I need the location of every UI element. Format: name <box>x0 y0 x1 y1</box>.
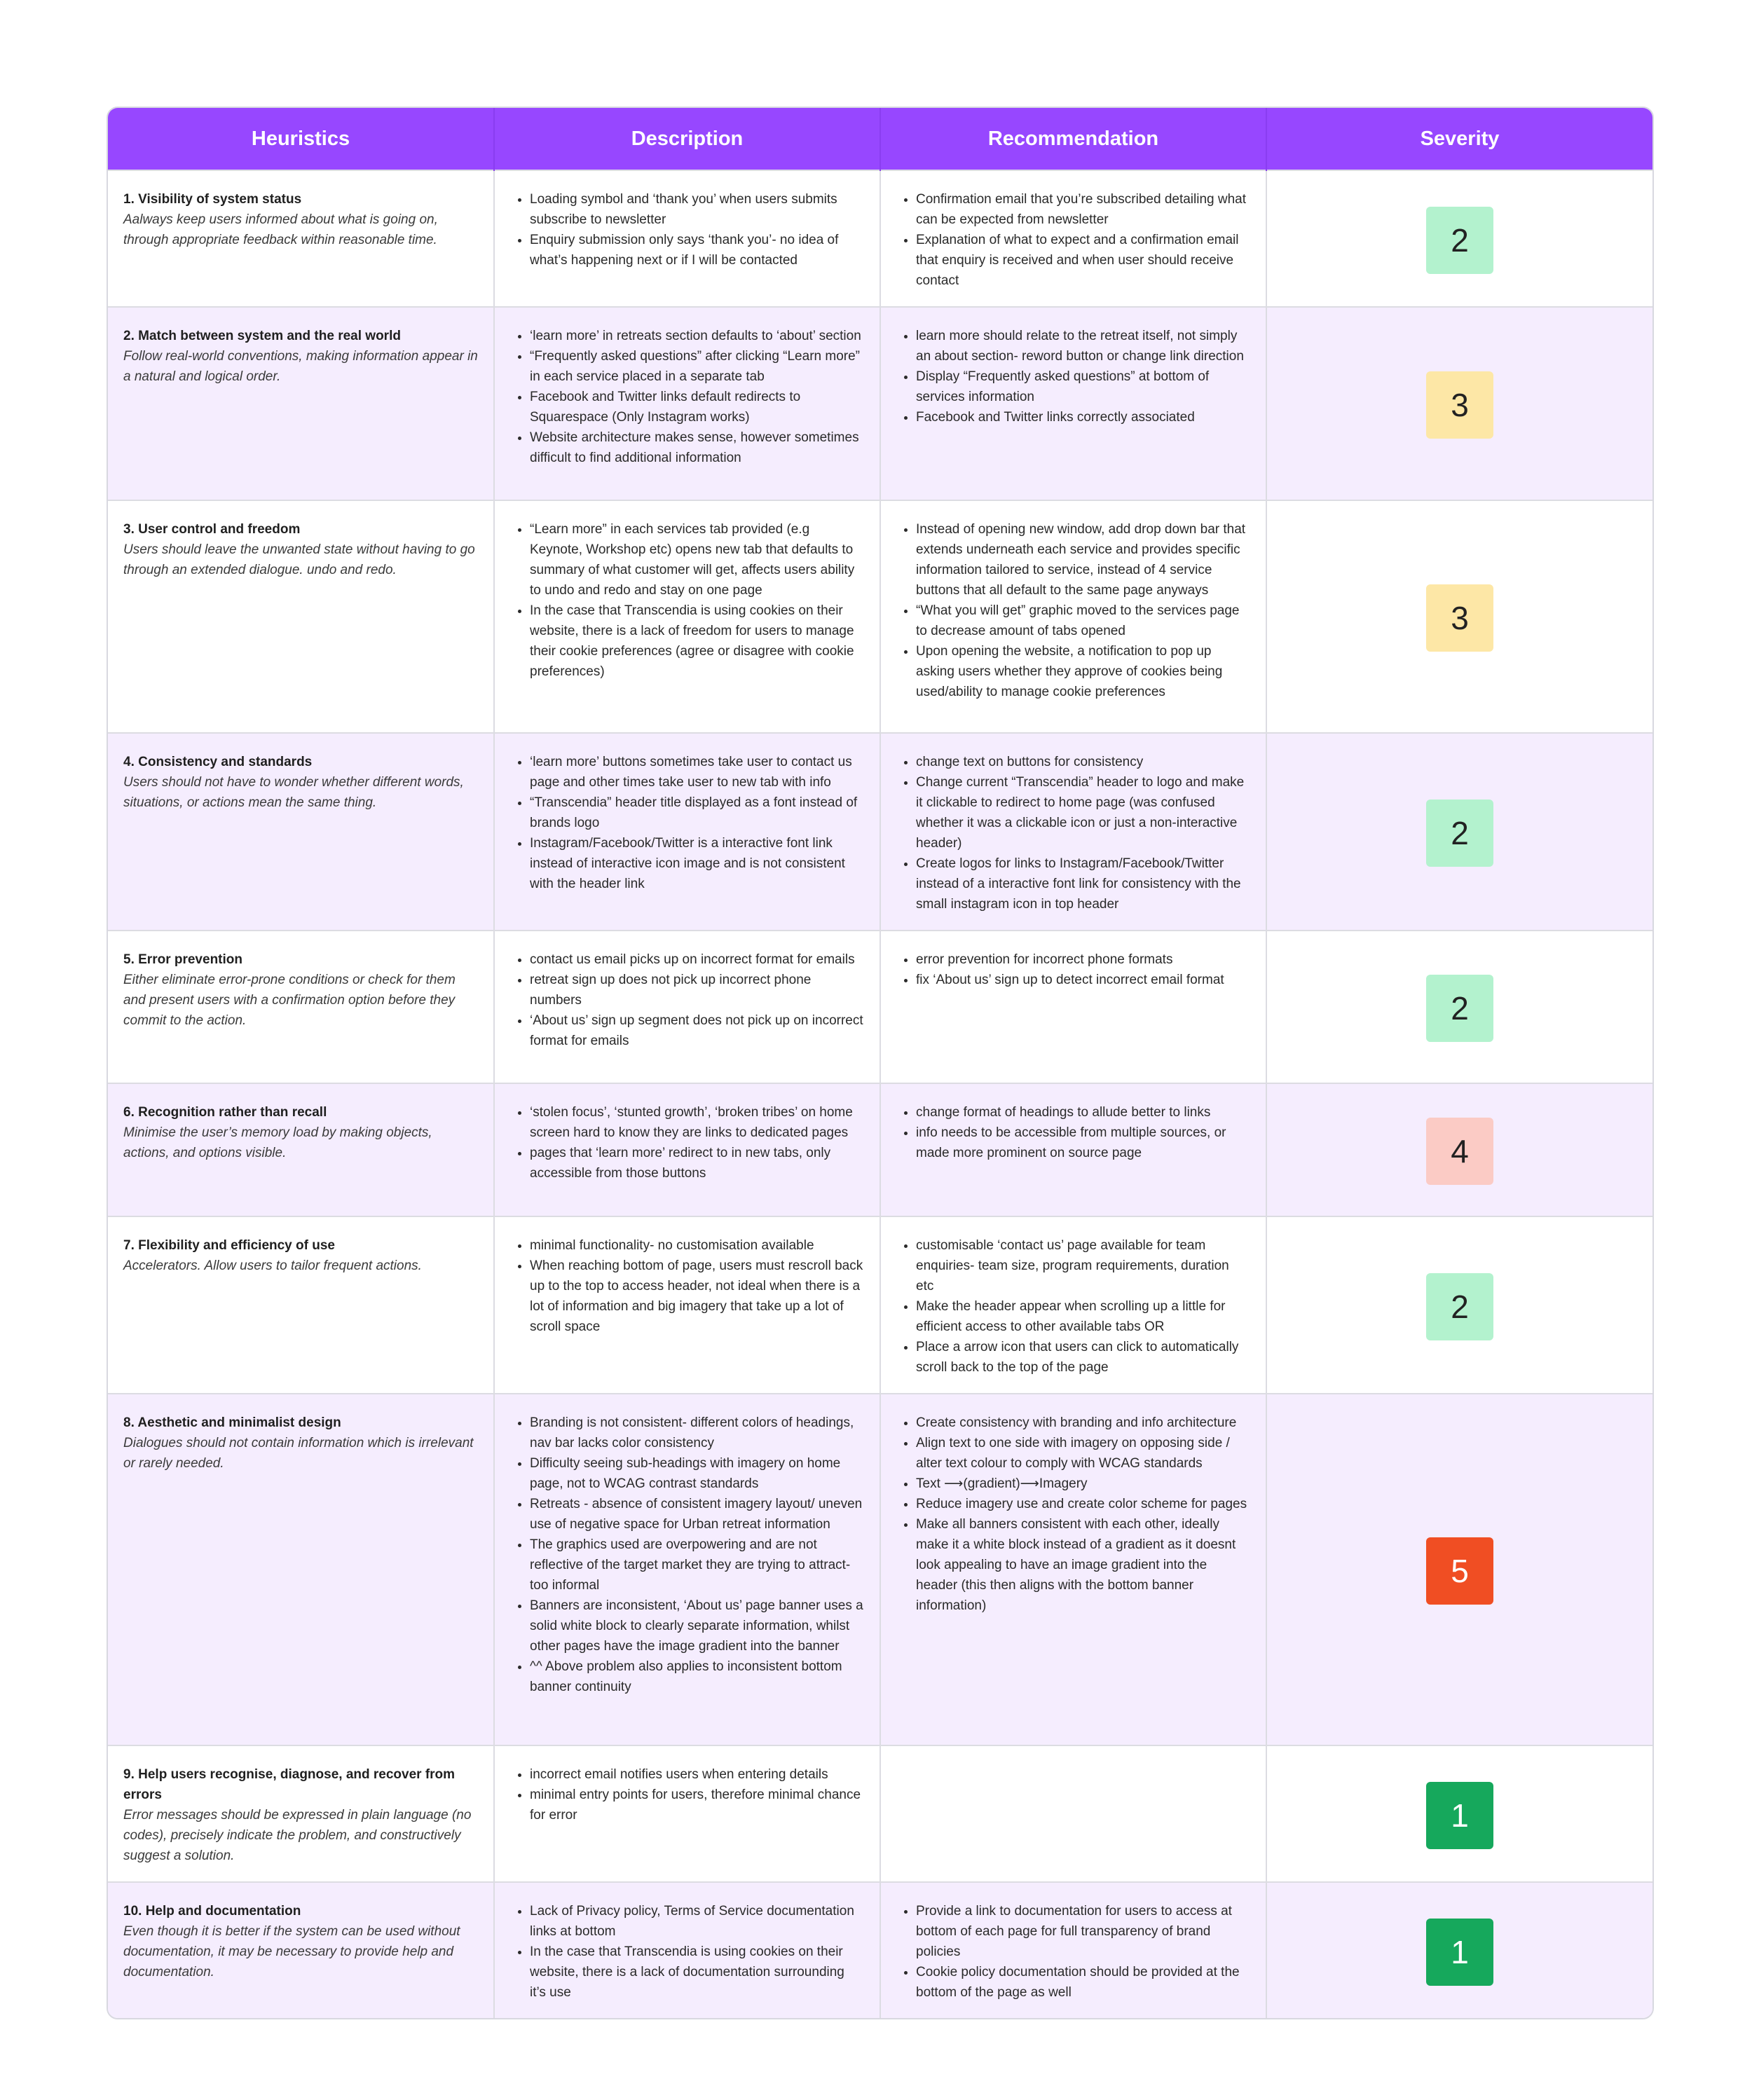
recommendation-item: • Make all banners consistent with each other, ideally make it a white block instead of a gradient as it doesnt look appealing to have an image gradient into the header (this then aligns with the bottom banner information) <box>916 1514 1250 1616</box>
recommendation-cell <box>880 1394 1266 1745</box>
description-cell <box>494 500 880 733</box>
heuristic-evaluation-table <box>108 108 1652 2018</box>
heuristic-cell <box>108 500 494 733</box>
description-item: • “Transcendia” header title displayed as a font instead of brands logo <box>530 792 864 833</box>
description-cell <box>494 733 880 931</box>
header-row <box>108 108 1652 170</box>
description-cell <box>494 307 880 500</box>
heuristic-definition: Minimise the user’s memory load by making objects, actions, and options visible. <box>123 1125 432 1160</box>
description-item: • The graphics used are overpowering and are not reflective of the target market they are trying to attract- too informal <box>530 1535 864 1595</box>
description-list <box>510 326 864 468</box>
heuristic-title: 1. Visibility of system status <box>123 192 302 207</box>
description-item: • Website architecture makes sense, however sometimes difficult to find additional information <box>530 427 864 468</box>
heuristic-definition: Either eliminate error-prone conditions or check for them and present users with a confirmation option before they commit to the action. <box>123 973 456 1028</box>
severity-badge: 3 <box>1426 371 1493 439</box>
description-item: • When reaching bottom of page, users must rescroll back up to the top to access header, not ideal when there is a lot of information and big imagery that take up a lot of scroll space <box>530 1256 864 1337</box>
table-row <box>108 1083 1652 1216</box>
heuristic-definition: Accelerators. Allow users to tailor frequent actions. <box>123 1258 422 1273</box>
table-row <box>108 1216 1652 1394</box>
severity-badge: 2 <box>1426 207 1493 274</box>
recommendation-list <box>896 1413 1250 1616</box>
recommendation-list <box>896 1102 1250 1163</box>
recommendation-item: • info needs to be accessible from multiple sources, or made more prominent on source page <box>916 1123 1250 1163</box>
recommendation-item: • Display “Frequently asked questions” at bottom of services information <box>916 366 1250 407</box>
description-list <box>510 1102 864 1183</box>
description-item: • In the case that Transcendia is using cookies on their website, there is a lack of freedom for users to manage their cookie preferences (agree or disagree with cookie preferences) <box>530 601 864 682</box>
recommendation-cell <box>880 500 1266 733</box>
description-cell <box>494 1394 880 1745</box>
heuristic-cell <box>108 1394 494 1745</box>
recommendation-item: • Make the header appear when scrolling up a little for efficient access to other available tabs OR <box>916 1296 1250 1337</box>
severity-cell <box>1266 931 1652 1083</box>
table-row <box>108 931 1652 1083</box>
table-row <box>108 1745 1652 1882</box>
recommendation-item: • Reduce imagery use and create color scheme for pages <box>916 1494 1250 1514</box>
recommendation-list <box>896 1901 1250 2003</box>
description-item: • retreat sign up does not pick up incorrect phone numbers <box>530 970 864 1010</box>
description-cell <box>494 170 880 307</box>
description-item: • Branding is not consistent- different colors of headings, nav bar lacks color consistency <box>530 1413 864 1453</box>
recommendation-list <box>896 1235 1250 1378</box>
table-row <box>108 733 1652 931</box>
header-severity: Severity <box>1266 108 1652 170</box>
heuristic-cell <box>108 1745 494 1882</box>
heuristic-cell <box>108 1216 494 1394</box>
header-description: Description <box>494 108 880 170</box>
description-item: • Banners are inconsistent, ‘About us’ page banner uses a solid white block to clearly separate information, whilst other pages have the image gradient into the banner <box>530 1595 864 1656</box>
recommendation-item: • change text on buttons for consistency <box>916 752 1250 772</box>
severity-badge: 4 <box>1426 1118 1493 1185</box>
description-cell <box>494 1216 880 1394</box>
description-item: • Facebook and Twitter links default redirects to Squarespace (Only Instagram works) <box>530 387 864 427</box>
severity-cell <box>1266 1083 1652 1216</box>
table-row <box>108 170 1652 307</box>
description-item: • Difficulty seeing sub-headings with imagery on home page, not to WCAG contrast standards <box>530 1453 864 1494</box>
recommendation-item: • Facebook and Twitter links correctly associated <box>916 407 1250 427</box>
recommendation-cell <box>880 931 1266 1083</box>
heuristic-title: 4. Consistency and standards <box>123 755 313 769</box>
severity-cell <box>1266 1745 1652 1882</box>
recommendation-item: • learn more should relate to the retreat itself, not simply an about section- reword button or change link direction <box>916 326 1250 366</box>
description-list <box>510 1235 864 1337</box>
heuristic-cell <box>108 1083 494 1216</box>
description-item: • ^^ Above problem also applies to inconsistent bottom banner continuity <box>530 1656 864 1697</box>
heuristic-definition: Follow real-world conventions, making information appear in a natural and logical order. <box>123 349 478 384</box>
heuristic-evaluation-table-container <box>107 107 1654 2019</box>
table-body <box>108 170 1652 2018</box>
description-item: • “Learn more” in each services tab provided (e.g Keynote, Workshop etc) opens new tab that defaults to summary of what customer will get, affects users ability to undo and redo and stay on one page <box>530 519 864 601</box>
severity-cell <box>1266 500 1652 733</box>
heuristic-definition: Even though it is better if the system can be used without documentation, it may be necessary to provide help and documentation. <box>123 1924 460 1979</box>
description-item: • minimal entry points for users, therefore minimal chance for error <box>530 1785 864 1825</box>
description-list <box>510 752 864 894</box>
table-row <box>108 1394 1652 1745</box>
table-header <box>108 108 1652 170</box>
description-list <box>510 1413 864 1697</box>
severity-cell <box>1266 1882 1652 2018</box>
description-item: • contact us email picks up on incorrect format for emails <box>530 949 864 970</box>
description-cell <box>494 1882 880 2018</box>
heuristic-definition: Aalways keep users informed about what is going on, through appropriate feedback within reasonable time. <box>123 212 438 247</box>
recommendation-item: • fix ‘About us’ sign up to detect incorrect email format <box>916 970 1250 990</box>
description-item: • Enquiry submission only says ‘thank you’- no idea of what’s happening next or if I will be contacted <box>530 230 864 270</box>
heuristic-cell <box>108 170 494 307</box>
recommendation-item: • customisable ‘contact us’ page available for team enquiries- team size, program requirements, duration etc <box>916 1235 1250 1296</box>
severity-cell <box>1266 1216 1652 1394</box>
recommendation-item: • Create logos for links to Instagram/Facebook/Twitter instead of a interactive font link for consistency with the small instagram icon in top header <box>916 853 1250 914</box>
severity-badge: 1 <box>1426 1919 1493 1986</box>
recommendation-cell <box>880 1216 1266 1394</box>
description-item: • ‘learn more’ buttons sometimes take user to contact us page and other times take user to new tab with info <box>530 752 864 792</box>
description-item: • In the case that Transcendia is using cookies on their website, there is a lack of documentation surrounding it’s use <box>530 1942 864 2003</box>
description-item: • Retreats - absence of consistent imagery layout/ uneven use of negative space for Urban retreat information <box>530 1494 864 1535</box>
heuristic-definition: Dialogues should not contain information which is irrelevant or rarely needed. <box>123 1436 474 1471</box>
severity-cell <box>1266 170 1652 307</box>
severity-cell <box>1266 733 1652 931</box>
table-row <box>108 1882 1652 2018</box>
description-item: • ‘About us’ sign up segment does not pick up on incorrect format for emails <box>530 1010 864 1051</box>
recommendation-item: • Create consistency with branding and info architecture <box>916 1413 1250 1433</box>
recommendation-item: • change format of headings to allude better to links <box>916 1102 1250 1123</box>
heuristic-title: 6. Recognition rather than recall <box>123 1105 327 1120</box>
recommendation-item: • Explanation of what to expect and a confirmation email that enquiry is received and when user should receive contact <box>916 230 1250 291</box>
description-item: • “Frequently asked questions” after clicking “Learn more” in each service placed in a separate tab <box>530 346 864 387</box>
heuristic-definition: Users should not have to wonder whether different words, situations, or actions mean the same thing. <box>123 775 464 810</box>
heuristic-title: 3. User control and freedom <box>123 522 301 537</box>
heuristic-title: 9. Help users recognise, diagnose, and recover from errors <box>123 1767 456 1802</box>
recommendation-item: • error prevention for incorrect phone formats <box>916 949 1250 970</box>
description-list <box>510 189 864 270</box>
recommendation-list <box>896 189 1250 291</box>
recommendation-cell <box>880 307 1266 500</box>
recommendation-cell <box>880 1745 1266 1882</box>
recommendation-cell <box>880 1083 1266 1216</box>
severity-badge: 2 <box>1426 1273 1493 1340</box>
severity-badge: 3 <box>1426 584 1493 652</box>
header-recommendation: Recommendation <box>880 108 1266 170</box>
description-item: • Loading symbol and ‘thank you’ when users submits subscribe to newsletter <box>530 189 864 230</box>
recommendation-item: • Change current “Transcendia” header to logo and make it clickable to redirect to home page (was confused whether it was a clickable icon or just a non-interactive header) <box>916 772 1250 853</box>
recommendation-item: • Text ⟶(gradient)⟶Imagery <box>916 1474 1250 1494</box>
heuristic-title: 7. Flexibility and efficiency of use <box>123 1238 335 1253</box>
recommendation-cell <box>880 733 1266 931</box>
description-item: • ‘stolen focus’, ‘stunted growth’, ‘broken tribes’ on home screen hard to know they are links to dedicated pages <box>530 1102 864 1143</box>
table-row <box>108 500 1652 733</box>
recommendation-item: • “What you will get” graphic moved to the services page to decrease amount of tabs opened <box>916 601 1250 641</box>
heuristic-cell <box>108 307 494 500</box>
recommendation-cell <box>880 1882 1266 2018</box>
heuristic-cell <box>108 1882 494 2018</box>
recommendation-item: • Cookie policy documentation should be provided at the bottom of the page as well <box>916 1962 1250 2003</box>
description-list <box>510 1901 864 2003</box>
recommendation-cell <box>880 170 1266 307</box>
recommendation-list <box>896 519 1250 702</box>
description-cell <box>494 1745 880 1882</box>
recommendation-list <box>896 949 1250 990</box>
description-list <box>510 949 864 1051</box>
heuristic-cell <box>108 733 494 931</box>
recommendation-list <box>896 752 1250 914</box>
severity-badge: 2 <box>1426 799 1493 867</box>
description-item: • pages that ‘learn more’ redirect to in new tabs, only accessible from those buttons <box>530 1143 864 1183</box>
description-item: • minimal functionality- no customisation available <box>530 1235 864 1256</box>
description-list <box>510 1764 864 1825</box>
severity-badge: 1 <box>1426 1782 1493 1849</box>
header-heuristics: Heuristics <box>108 108 494 170</box>
recommendation-item: • Confirmation email that you’re subscribed detailing what can be expected from newsletter <box>916 189 1250 230</box>
heuristic-cell <box>108 931 494 1083</box>
description-item: • Instagram/Facebook/Twitter is a interactive font link instead of interactive icon image and is not consistent with the header link <box>530 833 864 894</box>
heuristic-definition: Error messages should be expressed in plain language (no codes), precisely indicate the problem, and constructively suggest a solution. <box>123 1808 472 1863</box>
heuristic-title: 2. Match between system and the real world <box>123 329 401 343</box>
description-list <box>510 519 864 682</box>
recommendation-item: • Instead of opening new window, add drop down bar that extends underneath each service and provides specific information tailored to service, instead of 4 service buttons that all default to the same page anyways <box>916 519 1250 601</box>
description-item: • ‘learn more’ in retreats section defaults to ‘about’ section <box>530 326 864 346</box>
severity-cell <box>1266 1394 1652 1745</box>
description-cell <box>494 1083 880 1216</box>
heuristic-title: 5. Error prevention <box>123 952 242 967</box>
recommendation-item: • Place a arrow icon that users can click to automatically scroll back to the top of the page <box>916 1337 1250 1378</box>
severity-cell <box>1266 307 1652 500</box>
description-item: • Lack of Privacy policy, Terms of Service documentation links at bottom <box>530 1901 864 1942</box>
severity-badge: 2 <box>1426 975 1493 1042</box>
heuristic-definition: Users should leave the unwanted state without having to go through an extended dialogue. undo and redo. <box>123 542 475 577</box>
recommendation-item: • Align text to one side with imagery on opposing side / alter text colour to comply with WCAG standards <box>916 1433 1250 1474</box>
recommendation-item: • Upon opening the website, a notification to pop up asking users whether they approve of cookies being used/ability to manage cookie preferences <box>916 641 1250 702</box>
severity-badge: 5 <box>1426 1537 1493 1605</box>
heuristic-title: 8. Aesthetic and minimalist design <box>123 1415 341 1430</box>
recommendation-list <box>896 326 1250 427</box>
recommendation-item: • Provide a link to documentation for users to access at bottom of each page for full transparency of brand policies <box>916 1901 1250 1962</box>
heuristic-title: 10. Help and documentation <box>123 1904 301 1919</box>
description-item: • incorrect email notifies users when entering details <box>530 1764 864 1785</box>
table-row <box>108 307 1652 500</box>
description-cell <box>494 931 880 1083</box>
